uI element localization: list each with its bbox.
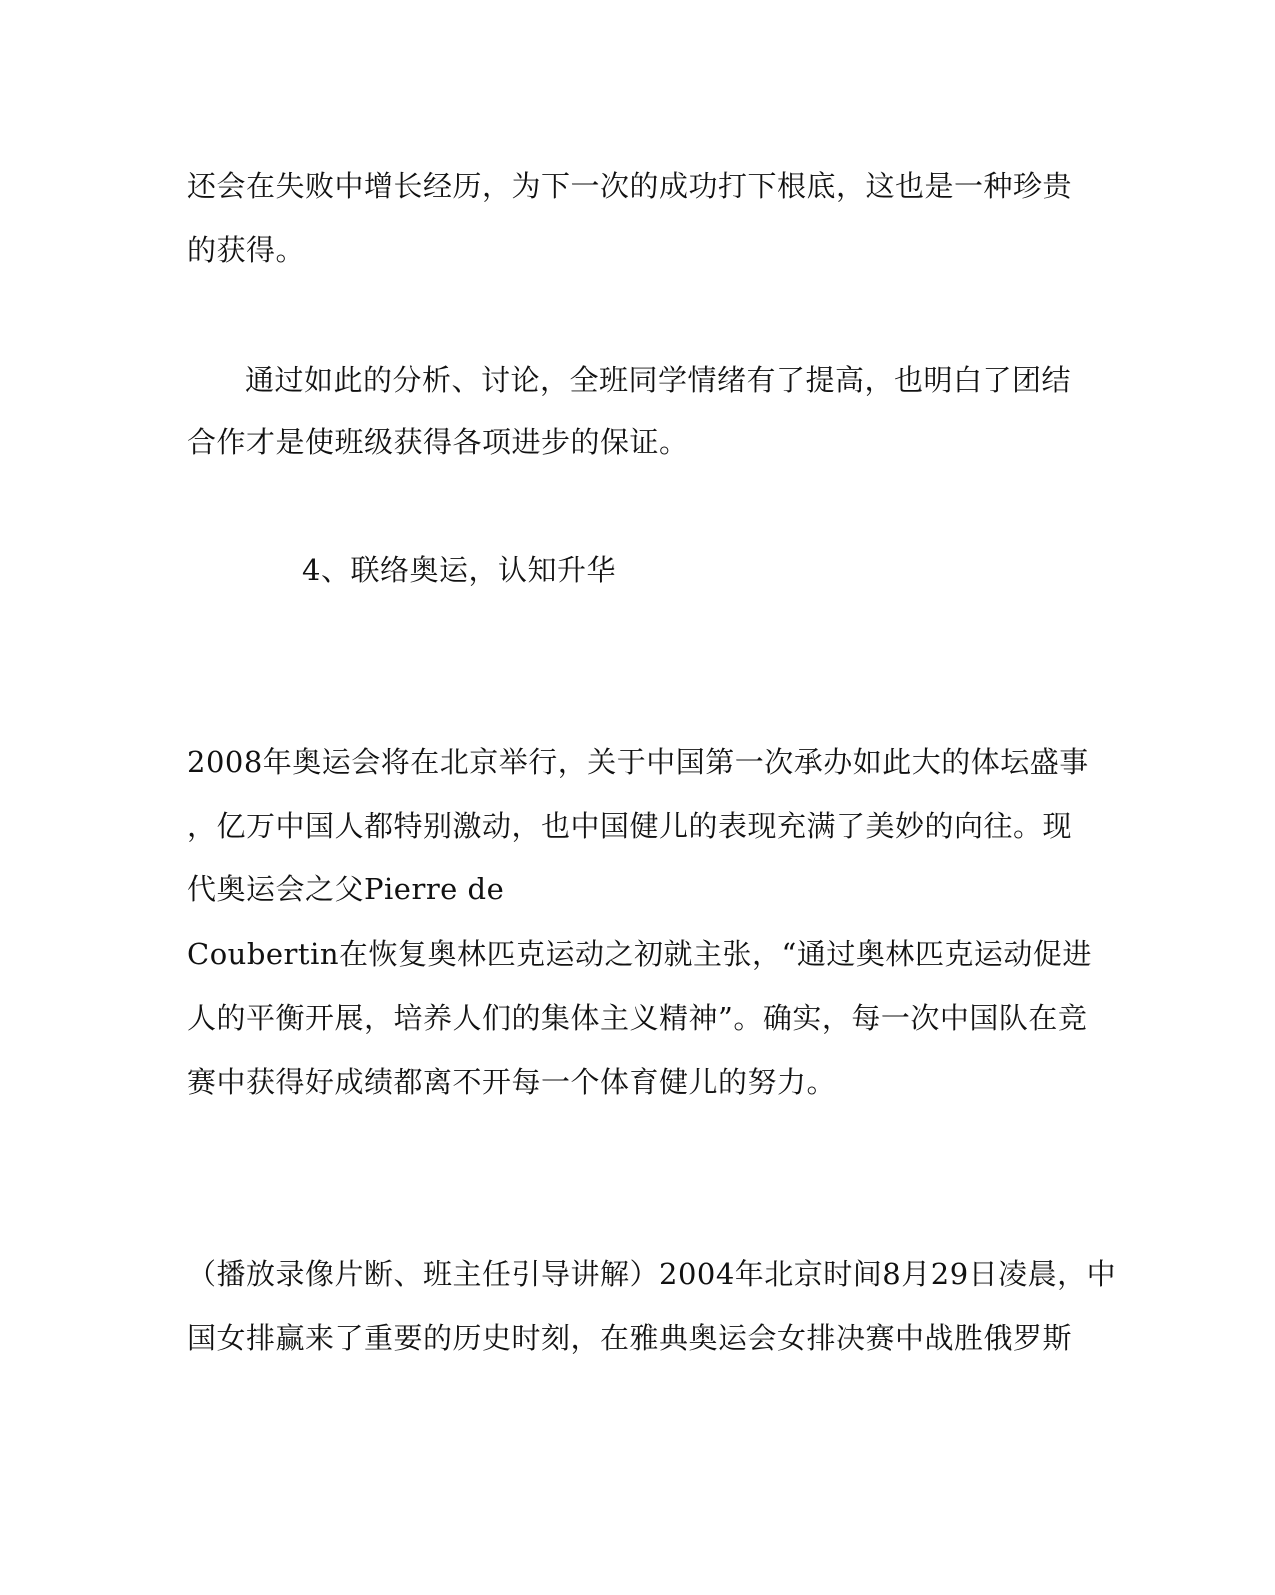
paragraph-3-line-1: 2008年奥运会将在北京举行，关于中国第一次承办如此大的体坛盛事 [187,745,1089,779]
paragraph-3-line-5: 人的平衡开展，培养人们的集体主义精神”。确实，每一次中国队在竞 [187,1001,1088,1035]
paragraph-4-line-2: 国女排赢来了重要的历史时刻，在雅典奥运会女排决赛中战胜俄罗斯 [187,1321,1073,1355]
paragraph-3-line-3: 代奥运会之父Pierre de [187,872,505,906]
paragraph-1-line-1: 还会在失败中增长经历，为下一次的成功打下根底，这也是一种珍贵 [187,169,1073,203]
paragraph-2-line-1: 通过如此的分析、讨论，全班同学情绪有了提高，也明白了团结 [245,363,1072,397]
paragraph-3-line-2: ，亿万中国人都特别激动，也中国健儿的表现充满了美妙的向往。现 [187,809,1073,843]
paragraph-1-line-2: 的获得。 [187,233,306,267]
paragraph-3-line-4: Coubertin在恢复奥林匹克运动之初就主张，“通过奥林匹克运动促进 [187,937,1092,971]
paragraph-3-line-6: 赛中获得好成绩都离不开每一个体育健儿的努力。 [187,1065,837,1099]
paragraph-2-line-2: 合作才是使班级获得各项进步的保证。 [187,425,689,459]
section-heading: 4、联络奥运，认知升华 [302,553,616,587]
paragraph-4-line-1: （播放录像片断、班主任引导讲解）2004年北京时间8月29日凌晨，中 [187,1257,1117,1291]
